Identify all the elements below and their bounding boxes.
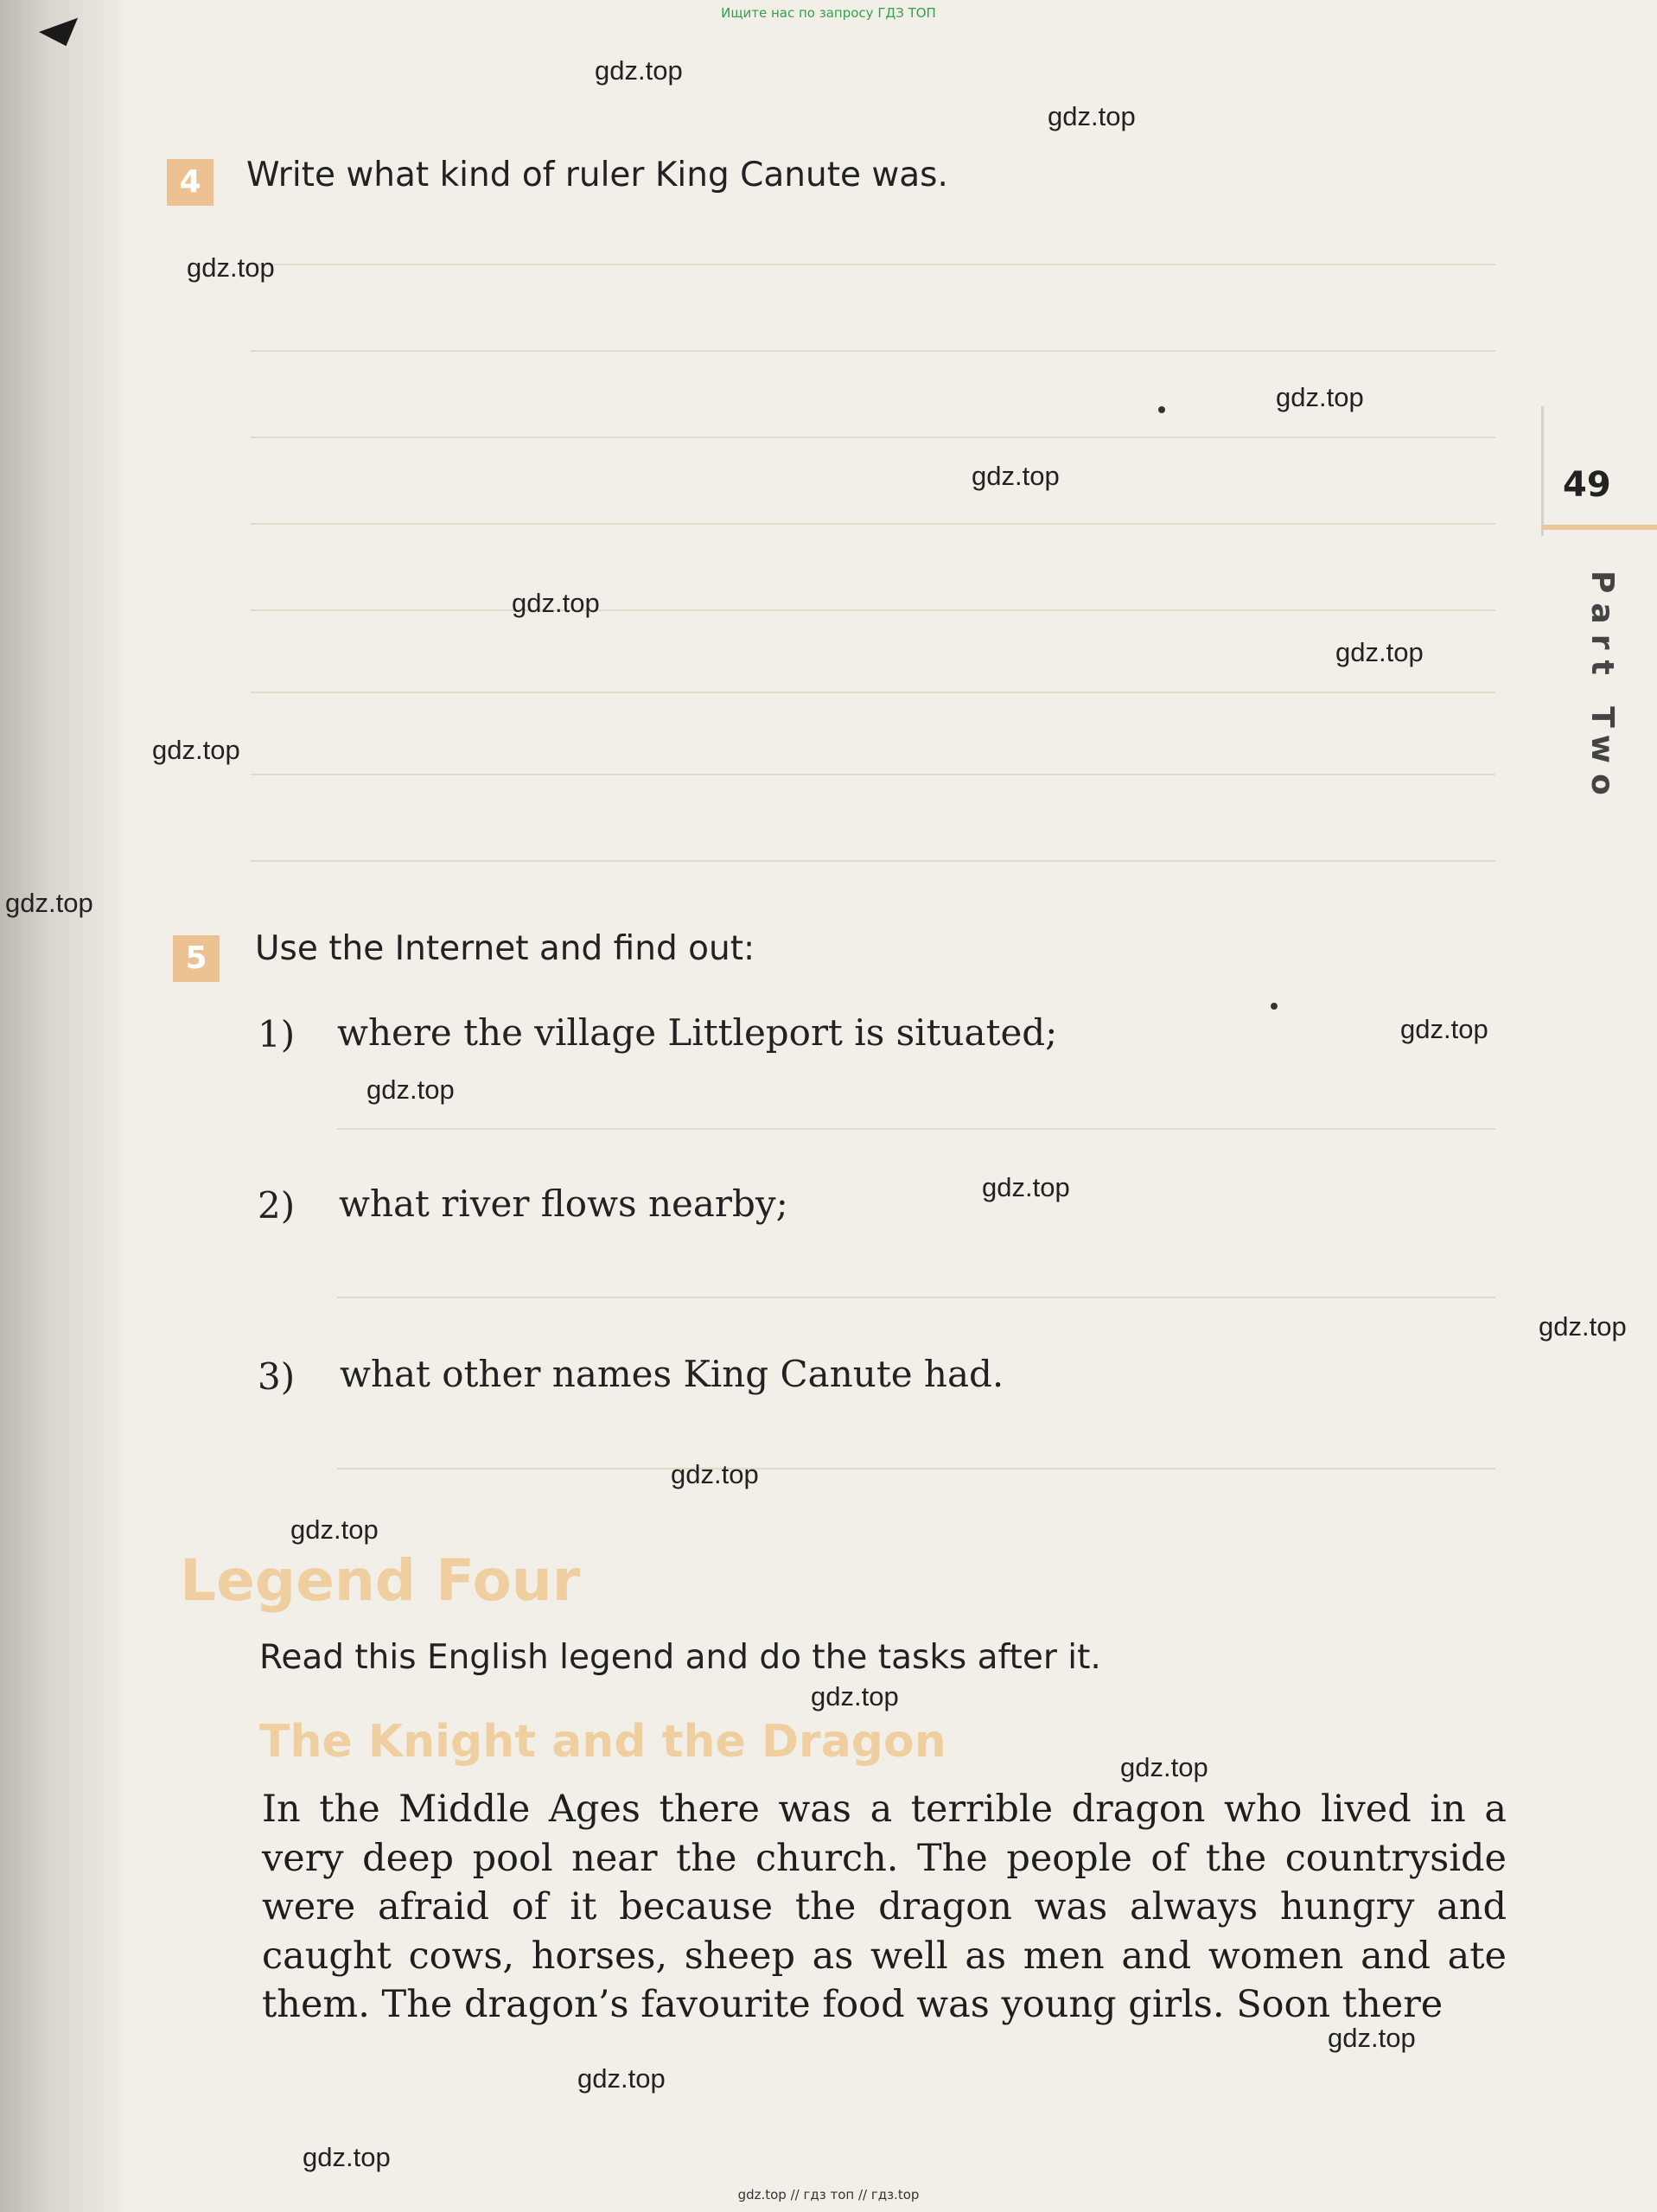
page-gutter-shadow <box>0 0 121 2212</box>
story-title: The Knight and the Dragon <box>259 1716 946 1768</box>
tab-rule <box>1541 525 1657 530</box>
watermark: gdz.top <box>512 588 600 618</box>
watermark: gdz.top <box>366 1074 455 1105</box>
watermark: gdz.top <box>1328 2023 1416 2053</box>
task-4-text: Write what kind of ruler King Canute was. <box>246 156 948 194</box>
top-banner: Ищите нас по запросу ГДЗ ТОП <box>721 5 936 21</box>
question-number: 2) <box>258 1184 296 1227</box>
tab-divider <box>1541 406 1544 536</box>
watermark: gdz.top <box>1120 1752 1208 1782</box>
story-text: In the Middle Ages there was a terrible dragon who lived in a very deep pool near the church. The people of the countryside were afraid of it because the dragon was always hungry and caught cows, horses, sheep as well as men and women and ate them. The dragon’s favourite food was young girls. Soon there <box>262 1788 1507 2026</box>
answer-line <box>251 350 1495 352</box>
answer-line <box>251 860 1495 862</box>
answer-line <box>251 692 1495 693</box>
watermark: gdz.top <box>982 1172 1070 1202</box>
question-number: 3) <box>258 1355 296 1398</box>
answer-line <box>251 609 1495 611</box>
answer-line <box>251 523 1495 525</box>
watermark: gdz.top <box>671 1459 759 1489</box>
watermark: gdz.top <box>972 461 1060 491</box>
watermark: gdz.top <box>152 735 240 765</box>
page-number: 49 <box>1563 465 1611 505</box>
question-text: what river flows nearby; <box>339 1182 788 1225</box>
bottom-banner: gdz.top // гдз топ // гдз.top <box>737 2187 920 2202</box>
task-5-text: Use the Internet and find out: <box>255 929 755 968</box>
answer-line <box>337 1297 1495 1298</box>
watermark: gdz.top <box>1539 1311 1627 1342</box>
watermark: gdz.top <box>1048 101 1136 131</box>
part-label: Part Two <box>1584 571 1620 806</box>
answer-line <box>251 774 1495 775</box>
watermark: gdz.top <box>187 252 275 283</box>
legend-heading: Legend Four <box>180 1547 581 1614</box>
watermark: gdz.top <box>1335 637 1424 667</box>
task-4-badge: 4 <box>167 159 213 206</box>
task-5-badge: 5 <box>173 935 220 982</box>
answer-line <box>337 1128 1495 1130</box>
watermark: gdz.top <box>595 55 683 86</box>
watermark: gdz.top <box>290 1514 379 1545</box>
watermark: gdz.top <box>1400 1014 1488 1044</box>
watermark: gdz.top <box>577 2063 666 2094</box>
legend-instruction: Read this English legend and do the tasks after it. <box>259 1638 1101 1677</box>
speck <box>1158 406 1165 413</box>
question-number: 1) <box>258 1013 296 1055</box>
question-text: what other names King Canute had. <box>340 1353 1004 1395</box>
watermark: gdz.top <box>303 2142 391 2172</box>
answer-line <box>251 264 1495 265</box>
watermark: gdz.top <box>5 888 93 918</box>
question-text: where the village Littleport is situated; <box>337 1011 1058 1054</box>
watermark: gdz.top <box>811 1681 899 1712</box>
answer-line <box>251 437 1495 438</box>
speck <box>1271 1003 1278 1010</box>
watermark: gdz.top <box>1276 382 1364 412</box>
answer-line <box>337 1468 1495 1469</box>
